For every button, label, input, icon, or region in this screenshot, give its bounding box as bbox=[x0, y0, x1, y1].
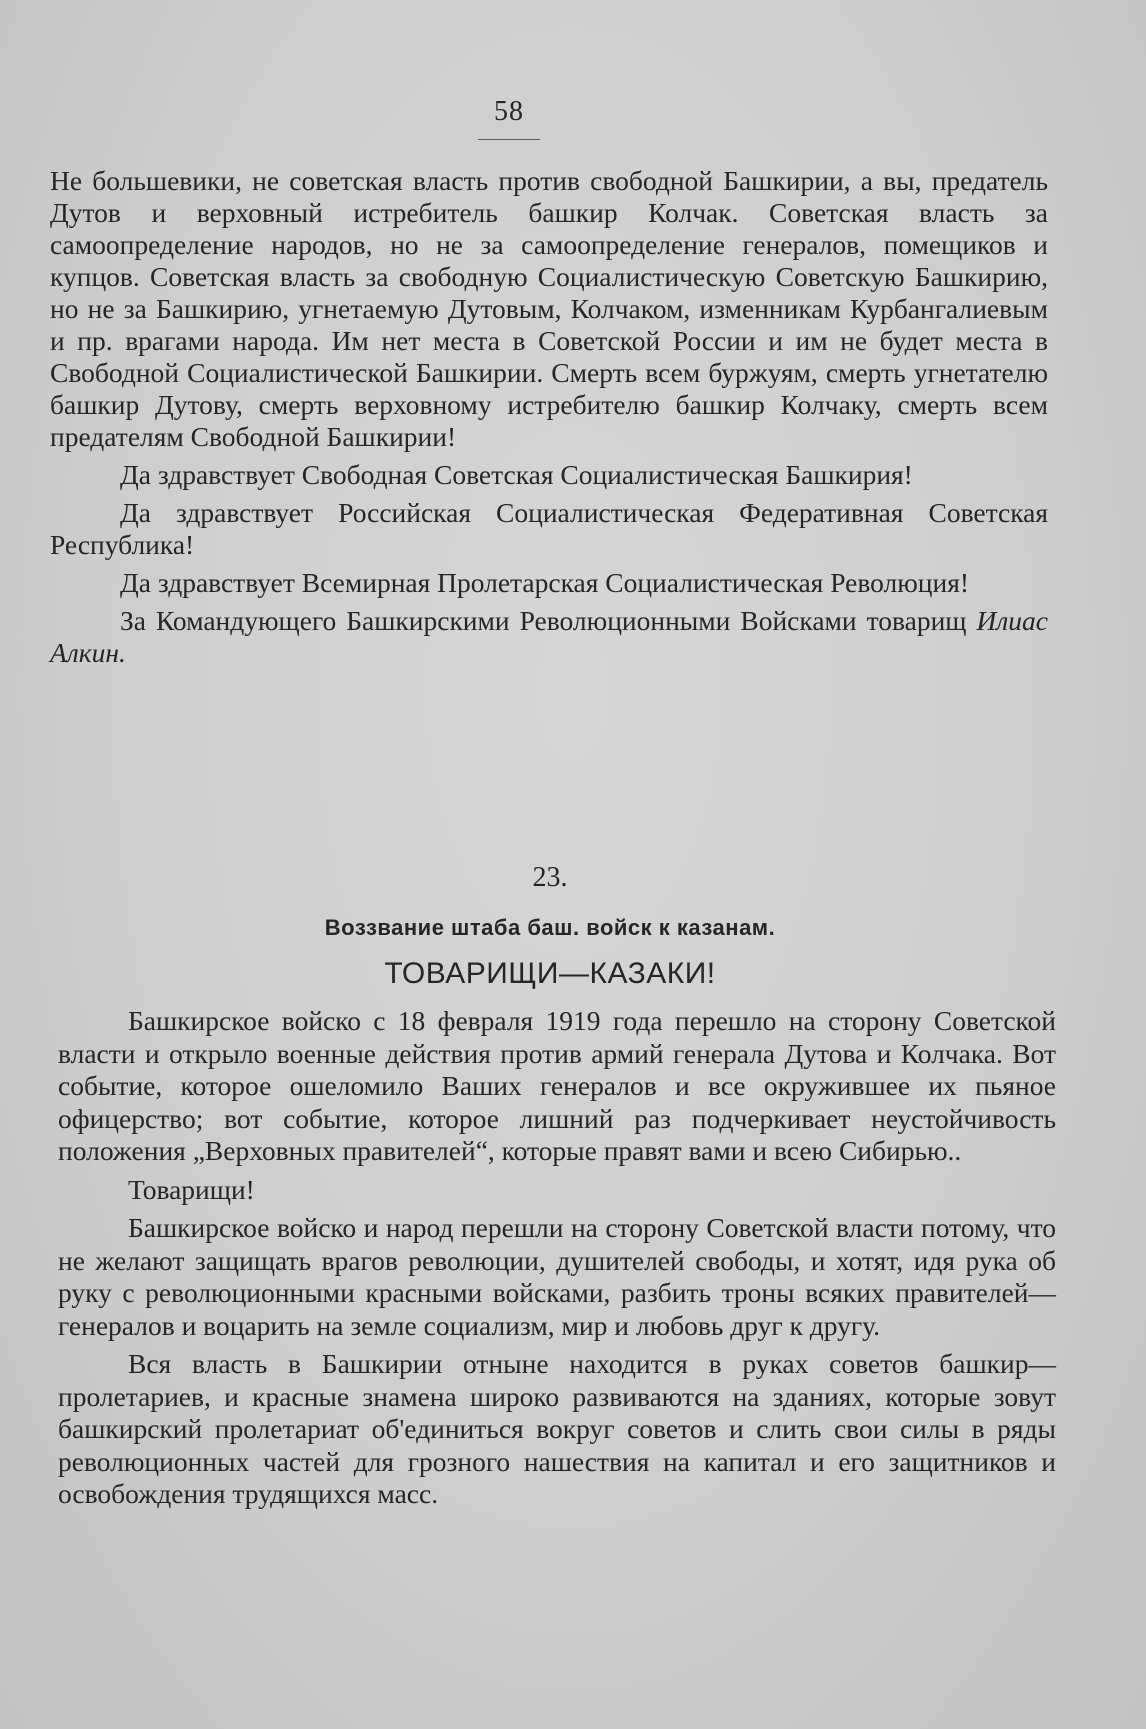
salutation: Товарищи! bbox=[128, 1173, 255, 1205]
section-number: 23. bbox=[532, 862, 568, 893]
signature-text: За Командующего Башкирскими Революционными Войсками товарищ bbox=[120, 605, 977, 636]
paragraph: Башкирское войско и народ перешли на сторону Советской власти потому, что не желают защищать врагов революции, душителей свободы, и хотят, идя рука об руку с революционными красными войсками, разбить троны всяких правителей—генералов и воцарить на земле социализм, мир и любовь друг к другу. bbox=[58, 1212, 1056, 1341]
page-number-rule bbox=[478, 139, 540, 140]
paragraph: Вся власть в Башкирии отныне находится в руках советов башкир—пролетариев, и красные знамена широко развиваются на зданиях, которые зовут башкирский пролетариат об'единиться вокруг советов и слить свои силы в ряды революционных частей для грозного нашествия на капитал и его защитников и освобождения трудящихся масс. bbox=[58, 1348, 1056, 1509]
paragraph: Не большевики, не советская власть против свободной Башкирии, а вы, предатель Дутов и верховный истребитель башкир Колчак. Советская власть за самоопределение народов, но не за самоопределение генералов, помещиков и купцов. Советская власть за свободную Социалистическую Советскую Башкирию, но не за Башкирию, угнетаемую Дутовым, Колчаком, изменникам Курбангалиевым и пр. врагами народа. Им нет места в Советской России и им не будет места в Свободной Социалистической Башкирии. Смерть всем буржуям, смерть угнетателю башкир Дутову, смерть верховному истребителю башкир Колчаку, смерть всем предателям Свободной Башкирии! bbox=[50, 165, 1048, 452]
slogan-paragraph: Да здравствует Российская Социалистическая Федеративная Советская Республика! bbox=[50, 497, 1048, 560]
slogan-paragraph: Да здравствует Всемирная Пролетарская Социалистическая Революция! bbox=[120, 567, 970, 598]
signature-paragraph bbox=[50, 605, 1048, 669]
paragraph: Башкирское войско с 18 февраля 1919 года перешло на сторону Советской власти и открыло военные действия против армий генерала Дутова и Колчака. Вот событие, которое ошеломило Ваших генералов и все окружившее их пьяное офицерство; вот событие, которое лишний раз подчеркивает неустойчивость положения „Верховных правителей“, которые правят вами и всею Сибирью.. bbox=[58, 1005, 1056, 1166]
proclamation-ending bbox=[50, 165, 1048, 669]
appeal-body bbox=[58, 1005, 1056, 1511]
signature-name: Илиас Алкин. bbox=[50, 605, 1048, 668]
page-number: 58 bbox=[494, 96, 524, 127]
slogan-paragraph: Да здравствует Свободная Советская Социалистическая Башкирия! bbox=[120, 459, 913, 490]
section-heading: Воззвание штаба баш. войск к казанам. bbox=[324, 915, 776, 940]
section-title: ТОВАРИЩИ—КАЗАКИ! bbox=[384, 957, 716, 990]
